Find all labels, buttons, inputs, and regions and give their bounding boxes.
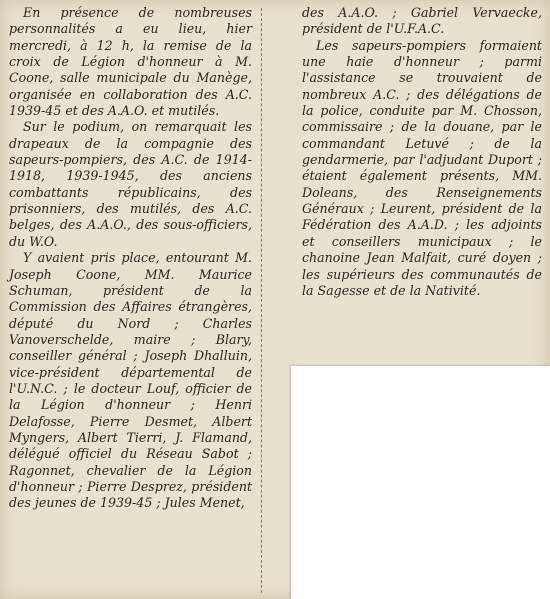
column-divider (261, 8, 262, 593)
paragraph-ceremony-intro: En présence de nombreuses personnalités a eu lieu, hier mercredi, à 12 h, la remise de la croix de Légion d'honneur à M. Coone, salle municipale du Manège, organisée en collaboration des A.C. 1939-45 et des A.A.O. et mutilés. (9, 5, 252, 119)
paragraph-attendance: Les sapeurs-pompiers formaient une haie d'honneur ; parmi l'assistance se trouvaient de nombreux A.C. ; des délégations de la police, conduite par M. Chosson, commissaire ; de la douane, par le commandant Letuvé ; de la gendarmerie, par l'adjudant Duport ; étaient également présents, MM. Doleans, des Renseignements Généraux ; Leurent, président de la Fédération des A.A.D. ; les adjoints et conseillers municipaux ; le chanoine Jean Malfait, curé doyen ; les supérieurs des communautés de la Sagesse et de la Nativité. (302, 37, 542, 298)
article-column-left (9, 5, 252, 512)
blank-cutout-area (291, 366, 550, 599)
article-column-right (302, 5, 542, 299)
paragraph-dignitaries-continued: des A.A.O. ; Gabriel Vervaecke, président de l'U.F.A.C. (302, 5, 542, 37)
paragraph-podium-flags: Sur le podium, on remarquait les drapeaux de la compagnie des sapeurs-pompiers, des A.C. de 1914-1918, 1939-1945, des anciens combattants républicains, des prisonniers, des mutilés, des A.C. belges, des A.A.O., des sous-officiers, du W.O. (9, 119, 252, 249)
paragraph-dignitaries: Y avaient pris place, entourant M. Joseph Coone, MM. Maurice Schuman, président de la Commission des Affaires étrangères, député du Nord ; Charles Vanoverschelde, maire ; Blary, conseiller général ; Joseph Dhalluin, vice-président départemental de l'U.N.C. ; le docteur Louf, officier de la Légion d'honneur ; Henri Delafosse, Pierre Desmet, Albert Myngers, Albert Tierri, J. Flamand, délégué officiel du Réseau Sabot ; Ragonnet, chevalier de la Légion d'honneur ; Pierre Desprez, président des jeunes de 1939-45 ; Jules Menet, (9, 250, 252, 511)
